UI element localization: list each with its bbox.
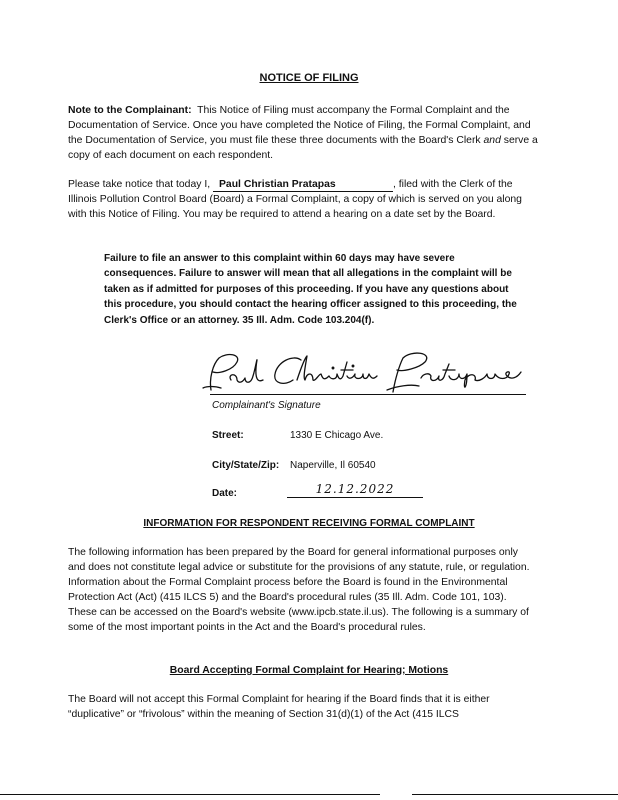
note-emphasis: and [483,135,501,146]
failure-to-answer-warning: Failure to file an answer to this complaint within 60 days may have severe consequences. Failure to answer will mean that all allegations in the complaint will be taken as if admitted for purposes of this proceeding. If you have any questions about this procedure, you should contact the hearing officer assigned to this proceeding, the Clerk's Office or an attorney. 35 Ill. Adm. Code 103.204(f). [104,253,517,326]
respondent-info-heading: INFORMATION FOR RESPONDENT RECEIVING FORMAL COMPLAINT [143,518,475,529]
date-label: Date: [212,488,238,499]
notice-before: Please take notice that today I, [68,179,211,190]
city-value: Naperville, Il 60540 [290,460,376,471]
note-tail: serve a copy of each document on each respondent. [68,135,538,161]
signature-label: Complainant's Signature [212,400,321,411]
respondent-info-paragraph: The following information has been prepared by the Board for general informational purposes only and does not constitute legal advice or substitute for the provisions of any statute, rule, or regulation. Information about the Formal Complaint process before the Board is found in the Environmental Protection Act (Act) (415 ILCS 5) and the Board's procedural rules (35 Ill. Adm. Code 101, 103). These can be accessed on the Board's website (www.ipcb.state.il.us). The following is a summary of some of the most important points in the Act and the Board's procedural rules. [68,547,530,633]
street-label: Street: [212,430,244,441]
note-text: This Notice of Filing must accompany the Formal Complaint and the Documentation of Service. Once you have completed the Notice of Filing, the Formal Complaint, and the Documentation of Service, you must file these three documents with the Board's Clerk [68,105,531,146]
complainant-name-field: Paul Christian Pratapas [213,178,393,192]
footer-rule-left [0,794,380,795]
document-title: NOTICE OF FILING [259,72,359,84]
notice-paragraph [68,177,538,222]
handwritten-signature [197,350,532,394]
footer-rule-right [412,794,618,795]
street-value: 1330 E Chicago Ave. [290,430,384,441]
complainant-note [68,103,538,163]
board-accepting-paragraph: The Board will not accept this Formal Complaint for hearing if the Board finds that it is either “duplicative” or “frivolous” within the meaning of Section 31(d)(1) of the Act (415 ILCS [68,694,490,720]
notice-after: , filed with the Clerk of the Illinois Pollution Control Board (Board) a Formal Complaint, a copy of which is served on you along with this Notice of Filing. You may be required to attend a hearing on a date set by the Board. [68,179,522,220]
signature-line [210,394,526,395]
note-lead: Note to the Complainant: [68,105,192,116]
city-label: City/State/Zip: [212,460,280,471]
board-accepting-heading: Board Accepting Formal Complaint for Hearing; Motions [169,665,449,676]
date-value: 12.12.2022 [287,482,423,498]
